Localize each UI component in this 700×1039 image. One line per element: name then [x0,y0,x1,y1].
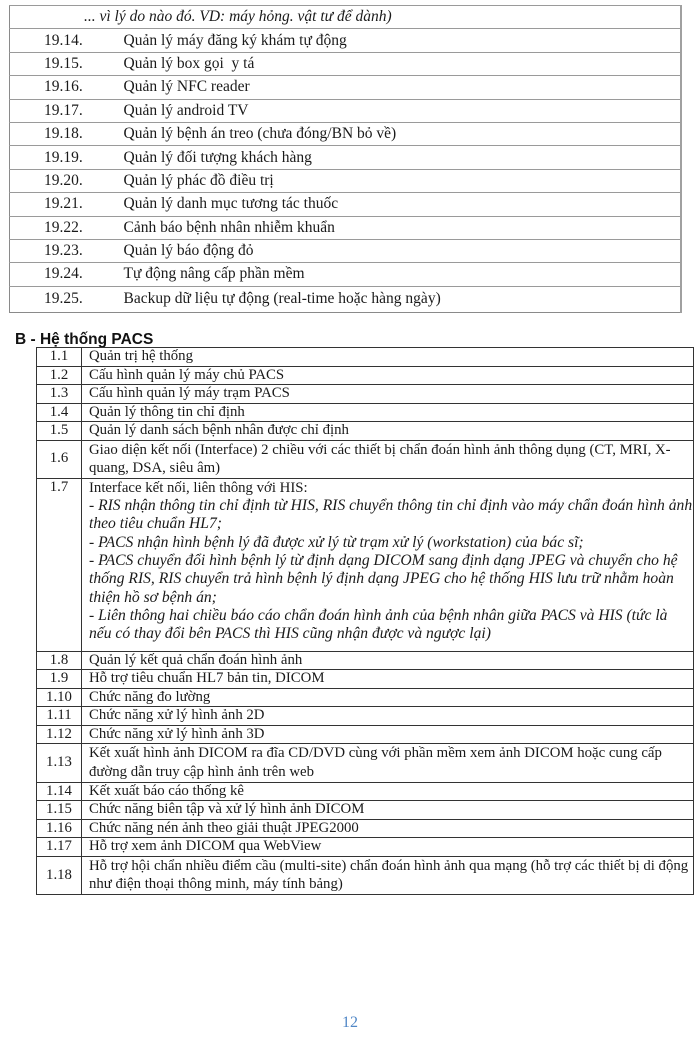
table-row [37,838,694,857]
item-text: Chức năng đo lường [82,688,694,707]
item-number: 19.14. [10,29,124,52]
table-row [37,725,694,744]
item-number: 1.14 [37,782,82,801]
item-text: Interface kết nối, liên thông với HIS: [89,479,308,496]
detail-line: - PACS nhận hình bệnh lý đã được xử lý từ trạm xử lý (workstation) của bác sĩ; [89,533,584,551]
item-number: 1.4 [37,403,82,422]
item-text: Chức năng nén ảnh theo giải thuật JPEG2000 [82,819,694,838]
table-row [37,348,694,367]
requirements-table-continued [9,5,682,313]
table-row [10,29,682,52]
item-number: 19.15. [10,52,124,75]
table-row [10,99,682,122]
item-text: Quản lý box gọi y tá [124,52,682,75]
item-number: 19.19. [10,146,124,169]
pacs-requirements-table [36,347,694,895]
table-row [37,801,694,820]
table-row [10,52,682,75]
table-row [37,440,694,478]
item-text: Chức năng xử lý hình ảnh 2D [82,707,694,726]
table-row [10,216,682,239]
detail-line: - RIS nhận thông tin chỉ định từ HIS, RIS chuyển thông tin chỉ định vào máy chẩn đoán hình ảnh theo tiêu chuẩn HL7; [89,497,693,533]
item-text: Backup dữ liệu tự động (real-time hoặc hàng ngày) [124,286,682,312]
table-row [10,6,682,29]
table-row [37,707,694,726]
item-text: Quản lý máy đăng ký khám tự động [124,29,682,52]
table-row [37,422,694,441]
table-row [37,366,694,385]
item-number: 19.24. [10,263,124,286]
item-text: Hỗ trợ xem ảnh DICOM qua WebView [82,838,694,857]
table-row [37,651,694,670]
table-row [37,670,694,689]
table-row [10,146,682,169]
item-number: 1.1 [37,348,82,367]
item-number: 1.18 [37,856,82,894]
item-text: Quản lý đối tượng khách hàng [124,146,682,169]
item-text: Quản lý danh sách bệnh nhân được chỉ định [82,422,694,441]
item-text: Chức năng biên tập và xử lý hình ảnh DICOM [82,801,694,820]
item-number: 19.17. [10,99,124,122]
item-text: Quản lý phác đồ điều trị [124,169,682,192]
item-number: 1.7 [37,478,82,651]
item-text: Quản lý danh mục tương tác thuốc [124,193,682,216]
item-number: 1.5 [37,422,82,441]
item-text: Quản lý bệnh án treo (chưa đóng/BN bỏ về) [124,122,682,145]
item-number: 19.23. [10,239,124,262]
table-row [37,688,694,707]
item-text: Hỗ trợ tiêu chuẩn HL7 bản tin, DICOM [82,670,694,689]
item-number: 1.16 [37,819,82,838]
item-number: 1.6 [37,440,82,478]
item-text: Quản trị hệ thống [82,348,694,367]
table-row [37,782,694,801]
item-detail-cell [82,478,694,651]
detail-line: - Liên thông hai chiều báo cáo chẩn đoán hình ảnh của bệnh nhân giữa PACS và HIS (tức là nếu có thay đổi bên PACS thì HIS cũng nhận được và ngược lại) [89,606,668,643]
item-number: 19.20. [10,169,124,192]
item-text: Quản lý báo động đỏ [124,239,682,262]
table-row [10,239,682,262]
item-number: 1.15 [37,801,82,820]
table-row [10,263,682,286]
section-heading: B - Hệ thống PACS [15,331,154,348]
item-text: Kết xuất hình ảnh DICOM ra đĩa CD/DVD cùng với phần mềm xem ảnh DICOM hoặc cung cấp đường dẫn truy cập hình ảnh trên web [82,744,694,782]
item-text: Cấu hình quản lý máy trạm PACS [82,385,694,404]
item-text: Quản lý kết quả chẩn đoán hình ảnh [82,651,694,670]
item-number: 1.9 [37,670,82,689]
table-row [10,169,682,192]
table-row [37,478,694,651]
item-text: Hỗ trợ hội chẩn nhiều điểm cầu (multi-site) chẩn đoán hình ảnh qua mạng (hỗ trợ các thiết bị di động như điện thoại thông minh, máy tính bảng) [82,856,694,894]
item-text: Chức năng xử lý hình ảnh 3D [82,725,694,744]
item-text: Quản lý thông tin chỉ định [82,403,694,422]
item-text: Cấu hình quản lý máy chủ PACS [82,366,694,385]
item-number: 1.10 [37,688,82,707]
item-text: Giao diện kết nối (Interface) 2 chiều với các thiết bị chẩn đoán hình ảnh thông dụng (CT, MRI, X-quang, DSA, siêu âm) [82,440,694,478]
item-number: 1.8 [37,651,82,670]
item-number: 1.11 [37,707,82,726]
item-number: 19.22. [10,216,124,239]
item-number: 1.2 [37,366,82,385]
table-row [37,856,694,894]
page-number: 12 [342,1014,358,1031]
item-number: 1.13 [37,744,82,782]
item-text: Tự động nâng cấp phần mềm [124,263,682,286]
item-number: 19.25. [10,286,124,312]
item-number: 19.16. [10,76,124,99]
item-number: 1.3 [37,385,82,404]
item-number: 19.18. [10,122,124,145]
table-row [37,744,694,782]
table-row [10,122,682,145]
item-text: Quản lý NFC reader [124,76,682,99]
table-row [37,385,694,404]
continuation-note: ... vì lý do nào đó. VD: máy hỏng. vật tư để dành) [10,6,682,29]
detail-line: - PACS chuyển đổi hình bệnh lý từ định dạng DICOM sang định dạng JPEG và chuyển cho hệ thống RIS, RIS chuyển trả hình bệnh lý định dạng JPEG cho hệ thống HIS lưu trữ nhằm hoàn thiện hồ sơ bệnh án; [89,552,678,606]
table-row [37,403,694,422]
item-number: 1.12 [37,725,82,744]
item-text: Quản lý android TV [124,99,682,122]
item-text: Cảnh báo bệnh nhân nhiễm khuẩn [124,216,682,239]
table-row [37,819,694,838]
table-row [10,76,682,99]
item-text: Kết xuất báo cáo thống kê [82,782,694,801]
item-number: 19.21. [10,193,124,216]
table-row [10,286,682,312]
item-number: 1.17 [37,838,82,857]
table-row [10,193,682,216]
